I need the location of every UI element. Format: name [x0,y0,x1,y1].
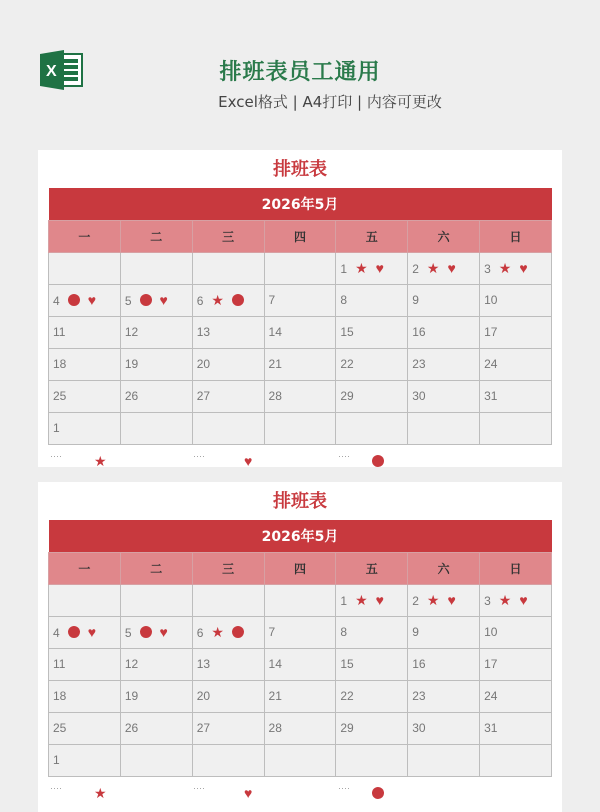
day-number: 10 [484,625,498,639]
day-number: 24 [484,689,498,703]
day-number: 1 [340,593,348,608]
weekday-header: 六 [408,552,480,584]
heart-icon: ♥ [375,591,384,608]
day-cell[interactable] [408,680,480,712]
day-number: 14 [268,657,282,671]
day-cell[interactable] [480,348,552,380]
day-cell[interactable] [49,284,121,316]
day-cell[interactable] [480,616,552,648]
star-icon: ★ [211,291,224,308]
day-cell[interactable] [49,712,121,744]
weekday-header: 三 [192,220,264,252]
weekday-header: 六 [408,220,480,252]
page-title: 排班表员工通用 [219,60,381,85]
heart-icon: ♥ [87,624,96,640]
circle-icon [140,626,152,638]
day-number: 31 [484,721,498,735]
weekday-header: 五 [336,220,408,252]
day-cell[interactable] [480,744,552,776]
day-cell[interactable] [336,412,408,444]
day-cell[interactable] [120,284,192,316]
day-cell[interactable] [480,284,552,316]
circle-icon [140,294,152,306]
day-cell[interactable] [120,744,192,776]
week-row [49,412,552,444]
weekday-header: 日 [480,220,552,252]
weekday-header: 一 [49,220,121,252]
day-cell[interactable] [49,648,121,680]
day-number: 26 [124,721,139,735]
month-header: 2026年5月 [49,520,552,552]
weekday-header: 四 [264,552,336,584]
page-subtitle: Excel格式 | A4打印 | 内容可更改 [218,93,442,111]
day-cell[interactable] [264,412,336,444]
legend: ···· ★ ···· ♥ ···· [38,777,562,797]
day-cell[interactable] [264,584,336,616]
day-cell[interactable] [264,712,336,744]
day-number: 17 [484,657,498,671]
schedule-card-2 [38,482,562,812]
day-cell[interactable] [336,648,408,680]
day-number: 17 [484,325,498,339]
day-cell[interactable] [336,316,408,348]
circle-icon [232,626,244,638]
day-cell[interactable] [120,648,192,680]
circle-icon [232,294,244,306]
day-number: 13 [196,325,211,339]
day-number: 6 [196,625,204,640]
day-cell[interactable] [192,316,264,348]
day-number: 7 [268,625,276,639]
day-cell[interactable] [120,584,192,616]
day-cell[interactable] [120,380,192,412]
day-number: 26 [124,389,139,403]
day-cell[interactable] [480,584,552,616]
day-cell[interactable] [264,284,336,316]
star-icon: ★ [498,591,512,608]
circle-icon [68,626,80,638]
weekday-header: 日 [480,552,552,584]
day-cell[interactable] [336,252,408,284]
day-cell[interactable] [264,316,336,348]
day-number: 11 [53,325,66,339]
star-icon: ★ [426,259,440,276]
day-number: 21 [268,357,282,371]
day-cell[interactable] [336,712,408,744]
day-number: 1 [53,753,60,767]
week-row [49,380,552,412]
star-icon: ★ [498,259,512,276]
day-cell[interactable] [192,584,264,616]
day-cell[interactable] [192,744,264,776]
weekday-header: 四 [264,220,336,252]
day-cell[interactable] [408,348,480,380]
day-number: 8 [340,293,348,307]
day-number: 31 [484,389,498,403]
day-cell[interactable] [480,380,552,412]
day-number: 20 [196,689,211,703]
day-number: 11 [53,657,66,671]
heart-icon: ♥ [519,259,528,276]
week-row [49,648,552,680]
heart-icon: ♥ [159,624,168,640]
day-cell[interactable] [49,316,121,348]
day-cell[interactable] [480,252,552,284]
heart-icon: ♥ [375,259,384,276]
day-number: 25 [53,721,67,735]
week-row [49,712,552,744]
day-number: 2 [412,593,419,608]
week-row [49,284,552,316]
day-cell[interactable] [480,712,552,744]
day-cell[interactable] [192,348,264,380]
day-number: 3 [484,261,491,276]
day-number: 15 [340,325,354,339]
day-number: 18 [53,357,67,371]
week-row [49,616,552,648]
day-cell[interactable] [192,252,264,284]
heart-icon: ♥ [244,784,253,801]
star-icon: ★ [355,591,368,608]
day-number: 16 [412,325,426,339]
day-cell[interactable] [408,316,480,348]
day-number: 30 [412,721,426,735]
day-number: 22 [340,357,354,371]
legend: ···· ★ ···· ♥ ···· [38,445,562,465]
day-number: 25 [53,389,67,403]
day-cell[interactable] [49,380,121,412]
day-number: 29 [340,721,354,735]
day-cell[interactable] [336,616,408,648]
week-row [49,316,552,348]
day-cell[interactable] [264,252,336,284]
day-cell[interactable] [49,252,121,284]
day-number: 5 [124,626,132,640]
day-number: 14 [268,325,282,339]
day-number: 10 [484,293,498,307]
day-cell[interactable] [336,284,408,316]
day-cell[interactable] [264,380,336,412]
day-number: 2 [412,261,419,276]
star-icon: ★ [426,591,440,608]
day-number: 30 [412,389,426,403]
day-cell[interactable] [408,584,480,616]
day-number: 5 [124,294,132,308]
star-icon: ★ [94,452,107,467]
day-cell[interactable] [264,348,336,380]
day-number: 6 [196,293,204,308]
heart-icon: ♥ [87,292,96,308]
day-number: 13 [196,657,211,671]
week-row [49,680,552,712]
month-header: 2026年5月 [49,188,552,220]
day-number: 8 [340,625,348,639]
star-icon: ★ [355,259,368,276]
day-number: 12 [124,657,139,671]
weekday-header: 一 [49,552,121,584]
day-cell[interactable] [49,348,121,380]
day-cell[interactable] [408,412,480,444]
heart-icon: ♥ [159,292,168,308]
day-cell[interactable] [120,412,192,444]
day-cell[interactable] [264,616,336,648]
day-cell[interactable] [192,680,264,712]
svg-text:X: X [46,63,57,80]
day-number: 22 [340,689,354,703]
day-cell[interactable] [120,680,192,712]
day-number: 27 [196,721,211,735]
day-cell[interactable] [192,648,264,680]
day-cell[interactable] [336,744,408,776]
heart-icon: ♥ [447,591,456,608]
day-cell[interactable] [49,680,121,712]
heart-icon: ♥ [519,591,528,608]
day-cell[interactable] [192,712,264,744]
day-number: 9 [412,293,419,307]
day-number: 24 [484,357,498,371]
day-cell[interactable] [49,744,121,776]
day-cell[interactable] [192,616,264,648]
day-number: 20 [196,357,211,371]
day-number: 21 [268,689,282,703]
day-cell[interactable] [120,616,192,648]
day-number: 9 [412,625,419,639]
week-row [49,744,552,776]
circle-icon [372,455,384,467]
day-number: 4 [53,626,60,640]
day-cell[interactable] [264,648,336,680]
day-number: 23 [412,357,426,371]
weekday-header: 二 [120,552,192,584]
day-number: 27 [196,389,211,403]
day-cell[interactable] [264,680,336,712]
day-number: 12 [124,325,139,339]
day-number: 3 [484,593,491,608]
day-number: 19 [124,689,139,703]
day-number: 1 [53,421,60,435]
circle-icon [68,294,80,306]
day-cell[interactable] [120,316,192,348]
day-cell[interactable] [336,380,408,412]
day-number: 1 [340,261,348,276]
weekday-header: 三 [192,552,264,584]
week-row [49,252,552,284]
calendar-table [48,188,552,445]
day-number: 19 [124,357,139,371]
day-cell[interactable] [120,712,192,744]
day-cell[interactable] [480,316,552,348]
day-number: 29 [340,389,354,403]
star-icon: ★ [94,784,107,801]
day-cell[interactable] [336,680,408,712]
day-cell[interactable] [480,412,552,444]
day-cell[interactable] [49,616,121,648]
day-number: 4 [53,294,60,308]
day-number: 16 [412,657,426,671]
day-number: 7 [268,293,276,307]
day-cell[interactable] [49,412,121,444]
day-cell[interactable] [480,680,552,712]
day-cell[interactable] [408,380,480,412]
day-cell[interactable] [408,744,480,776]
heart-icon: ♥ [244,452,253,467]
day-number: 28 [268,389,282,403]
weekday-header: 五 [336,552,408,584]
day-cell[interactable] [336,348,408,380]
day-cell[interactable] [49,584,121,616]
calendar-table [48,520,552,777]
day-number: 18 [53,689,67,703]
day-cell[interactable] [480,648,552,680]
day-cell[interactable] [120,252,192,284]
day-cell[interactable] [408,616,480,648]
day-cell[interactable] [408,252,480,284]
day-cell[interactable] [192,380,264,412]
day-cell[interactable] [408,712,480,744]
week-row [49,348,552,380]
schedule-title: 排班表 [273,491,327,512]
star-icon: ★ [211,623,224,640]
weekday-header: 二 [120,220,192,252]
circle-icon [372,787,384,799]
day-cell[interactable] [408,284,480,316]
week-row [49,584,552,616]
day-cell[interactable] [408,648,480,680]
day-cell[interactable] [120,348,192,380]
day-cell[interactable] [336,584,408,616]
day-number: 23 [412,689,426,703]
day-cell[interactable] [192,412,264,444]
day-number: 15 [340,657,354,671]
day-cell[interactable] [264,744,336,776]
schedule-card-1 [38,150,562,467]
heart-icon: ♥ [447,259,456,276]
day-number: 28 [268,721,282,735]
day-cell[interactable] [192,284,264,316]
schedule-title: 排班表 [273,159,327,180]
